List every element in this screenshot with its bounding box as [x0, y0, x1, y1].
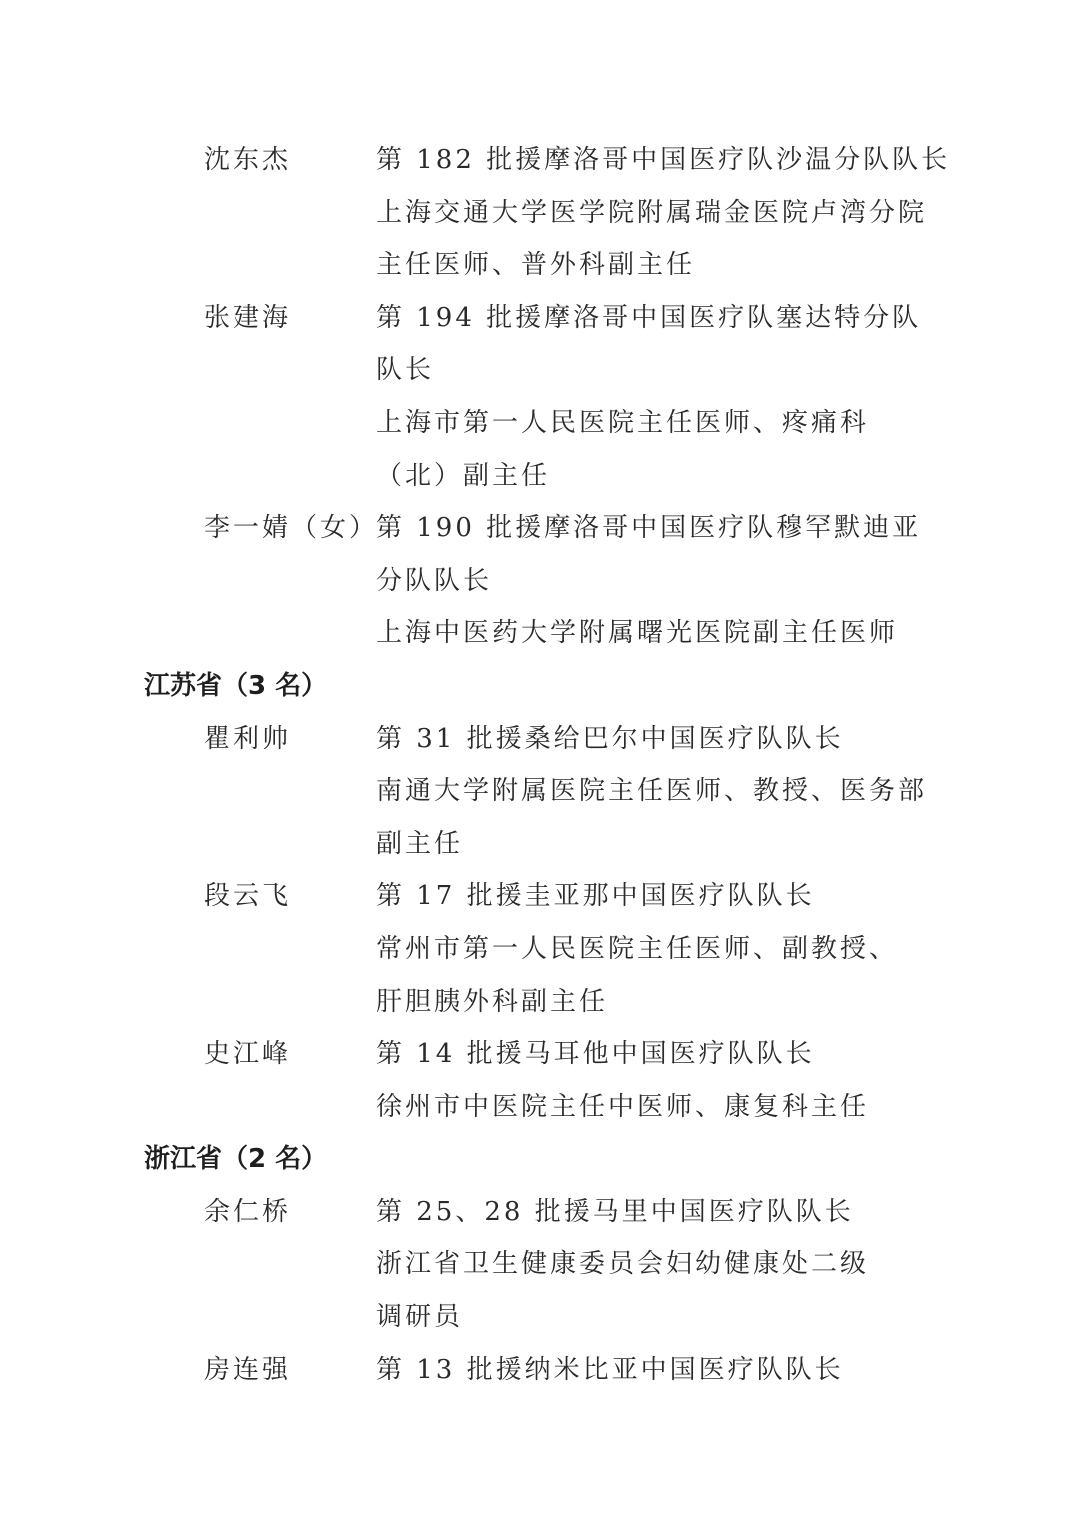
description-line: 分队队长 [376, 565, 493, 596]
person-description [376, 1028, 1080, 1133]
province-heading: 浙江省（2 名） [144, 1144, 328, 1175]
description-line: 第 31 批援桑给巴尔中国医疗队队长 [376, 723, 844, 754]
person-description [376, 713, 1080, 871]
description-line: 上海交通大学医学院附属瑞金医院卢湾分院 [376, 197, 928, 228]
person-entry [0, 502, 1080, 660]
person-name: 张建海 [204, 302, 292, 333]
description-line: 第 190 批援摩洛哥中国医疗队穆罕默迪亚 [376, 513, 922, 544]
description-line: 调研员 [376, 1302, 464, 1333]
description-line: 徐州市中医院主任中医师、康复科主任 [376, 1091, 870, 1122]
province-section [0, 1133, 1080, 1396]
person-description [376, 502, 1080, 660]
description-line: 第 25、28 批援马里中国医疗队队长 [376, 1196, 854, 1227]
province-section [0, 134, 1080, 660]
person-name: 史江峰 [204, 1039, 292, 1070]
province-section [0, 660, 1080, 1133]
person-description [376, 1344, 1080, 1397]
person-entry [0, 1344, 1080, 1397]
person-name: 余仁桥 [204, 1196, 292, 1227]
person-name: 瞿利帅 [204, 723, 292, 754]
description-line: 上海市第一人民医院主任医师、疼痛科 [376, 407, 870, 438]
description-line: 上海中医药大学附属曙光医院副主任医师 [376, 618, 899, 649]
description-line: 主任医师、普外科副主任 [376, 250, 696, 281]
description-line: 南通大学附属医院主任医师、教授、医务部 [376, 776, 928, 807]
person-name: 李一婧（女） [204, 513, 379, 544]
person-name: 段云飞 [204, 881, 292, 912]
person-description [376, 292, 1080, 502]
province-heading: 江苏省（3 名） [144, 670, 328, 701]
person-entry [0, 1028, 1080, 1133]
description-line: 第 194 批援摩洛哥中国医疗队塞达特分队 [376, 302, 922, 333]
description-line: 第 14 批援马耳他中国医疗队队长 [376, 1039, 815, 1070]
description-line: 肝胆胰外科副主任 [376, 986, 609, 1017]
description-line: 第 182 批援摩洛哥中国医疗队沙温分队队长 [376, 145, 951, 175]
description-line: 副主任 [376, 828, 464, 859]
person-name: 沈东杰 [204, 145, 292, 175]
person-name: 房连强 [204, 1354, 292, 1385]
description-line: 队长 [376, 355, 435, 386]
person-description [376, 134, 1080, 292]
person-description [376, 870, 1080, 1028]
description-line: 常州市第一人民医院主任医师、副教授、 [376, 933, 899, 964]
document-page [0, 134, 1080, 1396]
description-line: 第 17 批援圭亚那中国医疗队队长 [376, 881, 815, 912]
description-line: 第 13 批援纳米比亚中国医疗队队长 [376, 1354, 844, 1385]
person-entry [0, 292, 1080, 502]
person-entry [0, 870, 1080, 1028]
person-entry [0, 134, 1080, 292]
person-description [376, 1186, 1080, 1344]
person-entry [0, 713, 1080, 871]
person-entry [0, 1186, 1080, 1344]
description-line: （北）副主任 [376, 460, 551, 491]
description-line: 浙江省卫生健康委员会妇幼健康处二级 [376, 1249, 870, 1280]
